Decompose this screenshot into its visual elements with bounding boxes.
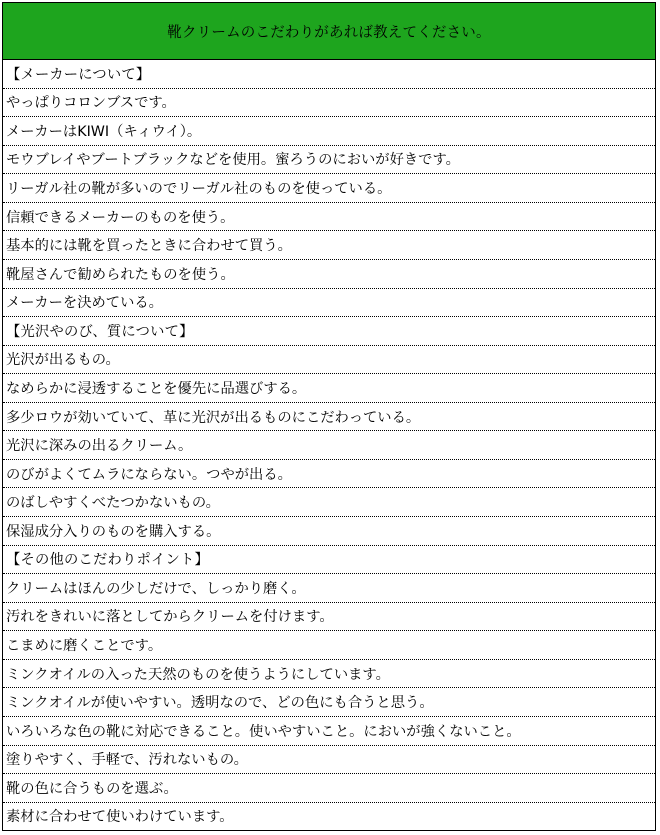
table-row: のびがよくてムラにならない。つやが出る。 xyxy=(3,460,655,489)
section-heading-row: 【光沢やのび、質について】 xyxy=(3,317,655,346)
table-body xyxy=(3,60,655,830)
table-row: 素材に合わせて使いわけています。 xyxy=(6,809,234,826)
table-row: 基本的には靴を買ったときに合わせて買う。 xyxy=(3,231,655,260)
table-row: 靴屋さんで勧められたものを使う。 xyxy=(3,260,655,289)
table-row: クリームはほんの少しだけで、しっかり磨く。 xyxy=(3,574,655,603)
table-row: リーガル社の靴が多いのでリーガル社のものを使っている。 xyxy=(3,174,655,203)
table-row: メーカーはKIWI（キィウイ）。 xyxy=(3,117,655,146)
survey-table xyxy=(2,2,656,831)
table-row: 光沢に深みの出るクリーム。 xyxy=(3,431,655,460)
table-row: やっぱりコロンブスです。 xyxy=(3,89,655,118)
table-row: こまめに磨くことです。 xyxy=(3,631,655,660)
table-row: ミンクオイルが使いやすい。透明なので、どの色にも合うと思う。 xyxy=(3,688,655,717)
section-heading-row: 【メーカーについて】 xyxy=(3,60,655,89)
table-row: ミンクオイルの入った天然のものを使うようにしています。 xyxy=(3,660,655,689)
table-row: 光沢が出るもの。 xyxy=(3,346,655,375)
table-row: 靴の色に合うものを選ぶ。 xyxy=(3,774,655,803)
table-row: いろいろな色の靴に対応できること。使いやすいこと。においが強くないこと。 xyxy=(3,717,655,746)
table-row: のばしやすくべたつかないもの。 xyxy=(3,488,655,517)
table-row: モウブレイやブートブラックなどを使用。蜜ろうのにおいが好きです。 xyxy=(3,146,655,175)
table-row: 信頼できるメーカーのものを使う。 xyxy=(3,203,655,232)
table-title: 靴クリームのこだわりがあれば教えてください。 xyxy=(167,24,491,41)
table-row: 汚れをきれいに落としてからクリームを付けます。 xyxy=(3,603,655,632)
table-row: 塗りやすく、手軽で、汚れないもの。 xyxy=(3,746,655,775)
table-row: なめらかに浸透することを優先に品選びする。 xyxy=(3,374,655,403)
table-row: メーカーを決めている。 xyxy=(3,289,655,318)
table-row: 保湿成分入りのものを購入する。 xyxy=(3,517,655,546)
table-header xyxy=(3,3,655,60)
section-heading-row: 【その他のこだわりポイント】 xyxy=(3,546,655,575)
table-row: 多少ロウが効いていて、革に光沢が出るものにこだわっている。 xyxy=(3,403,655,432)
